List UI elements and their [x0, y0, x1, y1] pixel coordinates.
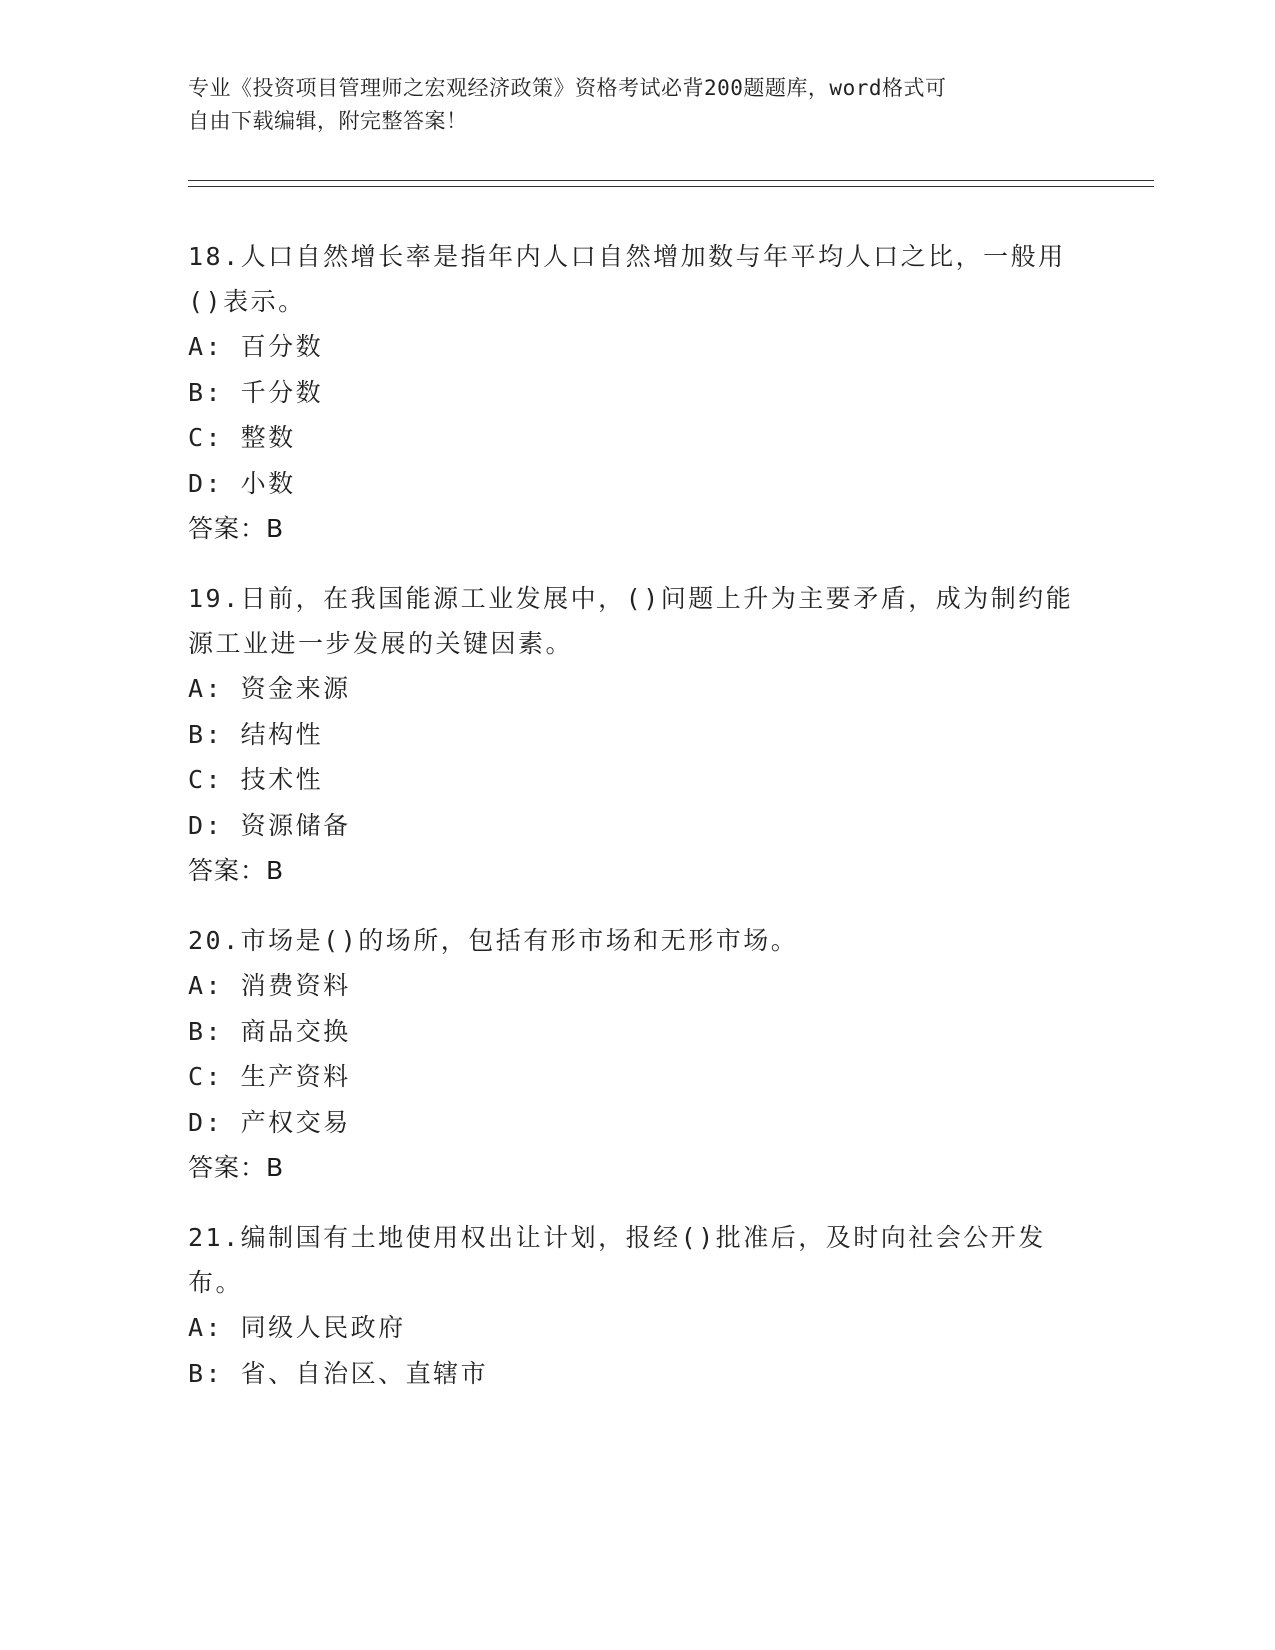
question-stem: 20.市场是()的场所，包括有形市场和无形市场。	[188, 926, 799, 955]
option-a: A: 同级人民政府	[188, 1313, 406, 1342]
header-divider	[188, 180, 1154, 187]
option-b: B: 千分数	[188, 377, 324, 407]
header-line-1: 专业《投资项目管理师之宏观经济政策》资格考试必背200题题库，word格式可	[188, 76, 947, 100]
option-b: B: 结构性	[188, 719, 324, 749]
answer-line: 答案：B	[188, 1153, 285, 1182]
option-a: A: 资金来源	[188, 674, 351, 703]
question-18	[188, 234, 1088, 551]
answer-line: 答案：B	[188, 514, 285, 543]
option-d: D: 产权交易	[188, 1107, 351, 1137]
question-stem: 21.编制国有土地使用权出让计划，报经()批准后，及时向社会公开发布。	[188, 1223, 1046, 1297]
question-21	[188, 1215, 1088, 1396]
option-a: A: 消费资料	[188, 971, 351, 1000]
question-stem: 18.人口自然增长率是指年内人口自然增加数与年平均人口之比，一般用()表示。	[188, 242, 1066, 316]
question-19	[188, 576, 1088, 893]
question-stem: 19.日前，在我国能源工业发展中，()问题上升为主要矛盾，成为制约能源工业进一步发展的关键因素。	[188, 584, 1074, 658]
document-header	[188, 72, 1068, 138]
option-c: C: 整数	[188, 423, 296, 452]
option-b: B: 省、自治区、直辖市	[188, 1358, 489, 1388]
option-d: D: 小数	[188, 468, 296, 498]
answer-line: 答案：B	[188, 856, 285, 885]
option-b: B: 商品交换	[188, 1016, 351, 1046]
option-c: C: 技术性	[188, 765, 324, 794]
question-list	[188, 234, 1088, 1421]
question-20	[188, 918, 1088, 1190]
option-d: D: 资源储备	[188, 810, 351, 840]
header-line-2: 自由下载编辑，附完整答案！	[188, 109, 468, 133]
option-c: C: 生产资料	[188, 1062, 351, 1091]
option-a: A: 百分数	[188, 332, 324, 361]
